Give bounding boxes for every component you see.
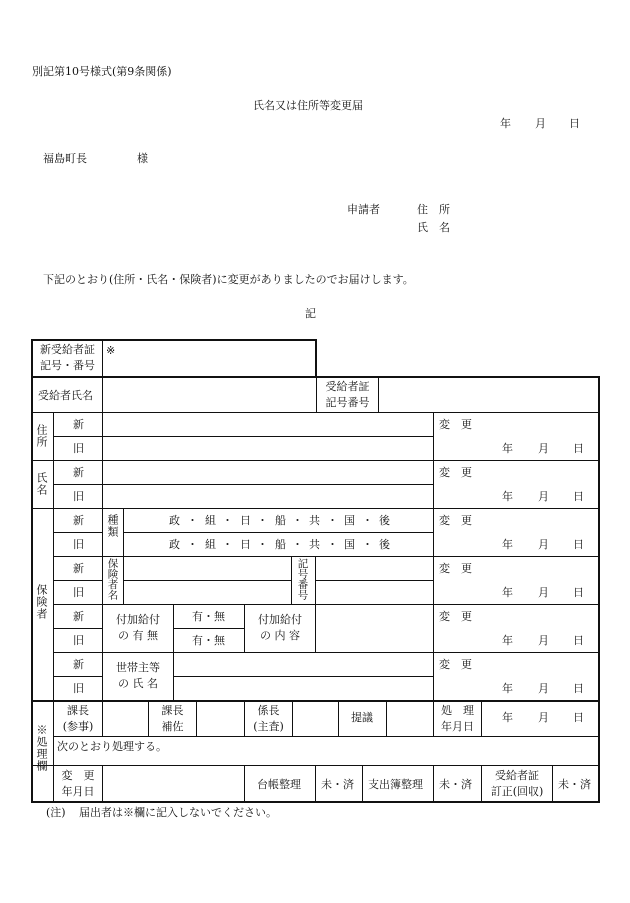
- subsection-chief-label: 係長 (主査): [253, 704, 284, 733]
- statement: 下記のとおり(住所・氏名・保険者)に変更がありましたのでお届けします。: [43, 273, 414, 286]
- name-new-label: 新: [73, 466, 84, 479]
- date-year-label: 年: [500, 117, 511, 130]
- addressee: 福島町長: [43, 152, 87, 165]
- payment-ledger-status: 未・済: [439, 778, 472, 791]
- address-new-label: 新: [73, 418, 84, 431]
- process-note: 次のとおり処理する。: [57, 740, 167, 753]
- household-head-label: 世帯主等 の 氏 名: [116, 661, 160, 690]
- section-chief-label: 課長 (参事): [62, 704, 94, 733]
- address-section-label: 住所: [35, 424, 48, 448]
- addon-old-label: 旧: [73, 634, 84, 647]
- applicant-label: 申請者: [347, 203, 380, 216]
- applicant-name-label: 氏 名: [417, 221, 450, 234]
- ki-label: 記: [305, 307, 316, 320]
- note-text: 届出者は※欄に記入しないでください。: [79, 806, 277, 819]
- office-mark: ※: [106, 344, 116, 357]
- name-section-label: 氏名: [35, 472, 48, 496]
- type-label: 種類: [106, 514, 119, 538]
- honorific: 様: [137, 152, 148, 165]
- recipient-cert-number-label: 受給者証 記号番号: [325, 380, 370, 409]
- addon-new-label: 新: [73, 610, 84, 623]
- change-date-label: 変 更 年月日: [61, 769, 95, 798]
- processing-section-label: ※処理欄: [35, 724, 48, 772]
- date-month-label: 月: [535, 117, 546, 130]
- payment-ledger-label: 支出簿整理: [368, 778, 423, 791]
- head-new-label: 新: [73, 658, 84, 671]
- insurer-name-label: 保険者名: [106, 558, 119, 600]
- proposal-label: 提議: [351, 711, 373, 724]
- addon-content-label: 付加給付 の 内 容: [258, 613, 302, 642]
- ledger-status: 未・済: [321, 778, 354, 791]
- type-old-label: 旧: [73, 538, 84, 551]
- insurer-new-label: 新: [73, 562, 84, 575]
- name-old-label: 旧: [73, 490, 84, 503]
- symbol-number-label: 記号番号: [296, 558, 309, 600]
- insurer-section-label: 保険者: [35, 584, 48, 620]
- note-label: (注): [46, 806, 66, 819]
- ledger-label: 台帳整理: [257, 778, 301, 791]
- type-new-label: 新: [73, 514, 84, 527]
- form-title: 氏名又は住所等変更届: [253, 99, 363, 112]
- addon-yes-no-old: 有・無: [192, 634, 225, 647]
- applicant-address-label: 住 所: [417, 203, 450, 216]
- date-day-label: 日: [569, 117, 580, 130]
- insurer-old-label: 旧: [73, 586, 84, 599]
- head-old-label: 旧: [73, 682, 84, 695]
- new-cert-number-label: 新受給者証 記号・番号: [40, 343, 95, 372]
- deputy-chief-label: 課長 補佐: [161, 704, 184, 733]
- address-old-label: 旧: [73, 442, 84, 455]
- addon-presence-label: 付加給付 の 有 無: [116, 613, 160, 642]
- cert-correction-label: 受給者証 訂正(回収): [490, 769, 544, 798]
- form-id: 別記第10号様式(第9条関係): [32, 65, 172, 78]
- cert-correction-status: 未・済: [558, 778, 591, 791]
- recipient-name-label: 受給者氏名: [38, 389, 93, 402]
- addon-yes-no-new: 有・無: [192, 610, 225, 623]
- processing-date-label: 処 理 年月日: [441, 704, 474, 733]
